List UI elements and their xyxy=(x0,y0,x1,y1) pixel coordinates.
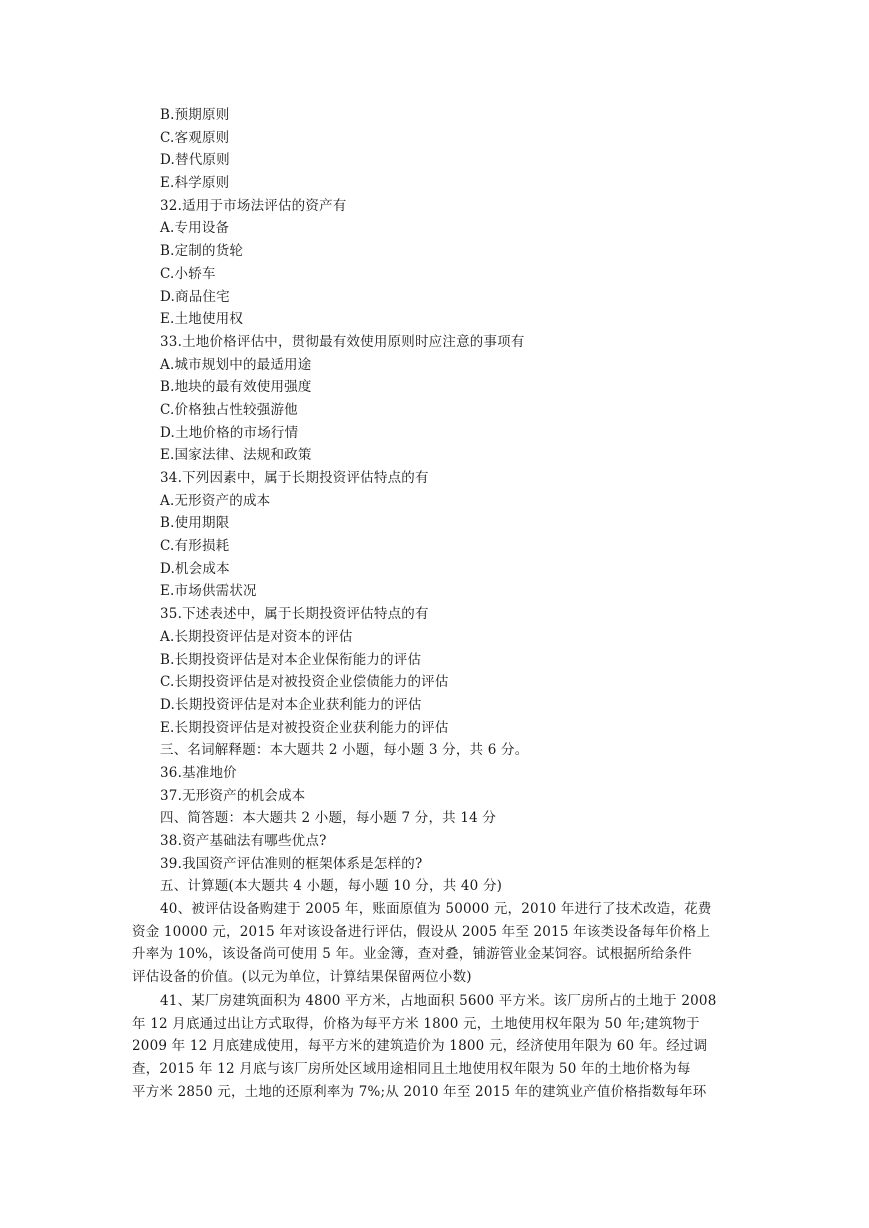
text-line: A.长期投资评估是对资本的评估 xyxy=(160,628,353,645)
text-line: C.小轿车 xyxy=(160,265,216,282)
text-line: 33.土地价格评估中，贯彻最有效使用原则时应注意的事项有 xyxy=(160,333,525,350)
text-line: E.国家法律、法规和政策 xyxy=(160,447,312,464)
text-line: 五、计算题(本大题共 4 小题，每小题 10 分，共 40 分) xyxy=(160,878,503,895)
text-line: C.有形损耗 xyxy=(160,538,230,555)
text-line: 36.基准地价 xyxy=(160,764,237,781)
text-line: C.长期投资评估是对被投资企业偿债能力的评估 xyxy=(160,674,449,691)
text-line: D.商品住宅 xyxy=(160,288,230,305)
paragraph-line: 年 12 月底通过出让方式取得，价格为每平方米 1800 元，土地使用权年限为 50 年;建筑物于 xyxy=(132,1015,700,1032)
text-line: 三、名词解释题：本大题共 2 小题，每小题 3 分，共 6 分。 xyxy=(160,742,529,759)
text-line: A.无形资产的成本 xyxy=(160,492,271,509)
text-line: 35.下述表述中，属于长期投资评估特点的有 xyxy=(160,606,429,623)
text-line: 39.我国资产评估准则的框架体系是怎样的? xyxy=(160,855,423,872)
text-line: B.定制的货轮 xyxy=(160,243,244,260)
paragraph-line: 升率为 10%，该设备尚可使用 5 年。业金簿，查对叠，铺游管业金某饲容。试根据所给条件 xyxy=(132,946,692,963)
text-line: D.替代原则 xyxy=(160,152,230,169)
text-line: B.使用期限 xyxy=(160,515,230,532)
text-line: 37.无形资产的机会成本 xyxy=(160,787,306,804)
text-line: 34.下列因素中，属于长期投资评估特点的有 xyxy=(160,470,429,486)
text-line: D.长期投资评估是对本企业获利能力的评估 xyxy=(160,696,422,713)
paragraph-line: 资金 10000 元，2015 年对该设备进行评估，假设从 2005 年至 2015 年该类设备每年价格上 xyxy=(132,923,711,940)
paragraph-line: 查，2015 年 12 月底与该厂房所处区域用途相同且土地使用权年限为 50 年的土地价格为每 xyxy=(132,1061,691,1078)
text-line: 38.资产基础法有哪些优点? xyxy=(160,833,327,849)
text-line: B.预期原则 xyxy=(160,107,230,123)
text-line: A.城市规划中的最适用途 xyxy=(160,356,312,373)
text-line: C.客观原则 xyxy=(160,129,230,146)
question-41-paragraph xyxy=(132,990,720,1103)
text-line: D.土地价格的市场行情 xyxy=(160,424,299,441)
question-list xyxy=(160,104,720,898)
question-40-paragraph xyxy=(132,898,720,989)
text-line: A.专用设备 xyxy=(160,220,230,237)
paragraph-line: 2009 年 12 月底建成使用，每平方米的建筑造价为 1800 元，经济使用年限为 60 年。经过调 xyxy=(132,1038,708,1055)
text-line: D.机会成本 xyxy=(160,560,230,577)
paragraph-line: 40、被评估设备购建于 2005 年，账面原值为 50000 元，2010 年进行了技术改造，花费 xyxy=(160,901,712,917)
text-line: 四、简答题：本大题共 2 小题，每小题 7 分，共 14 分 xyxy=(160,810,497,827)
text-line: C.价格独占性较强游他 xyxy=(160,401,298,418)
paragraph-line: 平方米 2850 元，土地的还原利率为 7%;从 2010 年至 2015 年的建筑业产值价格指数每年环 xyxy=(132,1083,707,1100)
text-line: E.长期投资评估是对被投资企业获利能力的评估 xyxy=(160,719,449,736)
text-line: E.市场供需状况 xyxy=(160,583,257,600)
paragraph-line: 评估设备的价值。(以元为单位，计算结果保留两位小数) xyxy=(132,969,472,986)
text-line: E.科学原则 xyxy=(160,175,230,192)
text-line: B.地块的最有效使用强度 xyxy=(160,379,312,396)
text-line: B.长期投资评估是对本企业保衔能力的评估 xyxy=(160,651,422,668)
text-line: 32.适用于市场法评估的资产有 xyxy=(160,197,347,214)
paragraph-line: 41、某厂房建筑面积为 4800 平方米，占地面积 5600 平方米。该厂房所占的土地于 2008 xyxy=(160,993,717,1009)
text-line: E.土地使用权 xyxy=(160,311,244,328)
